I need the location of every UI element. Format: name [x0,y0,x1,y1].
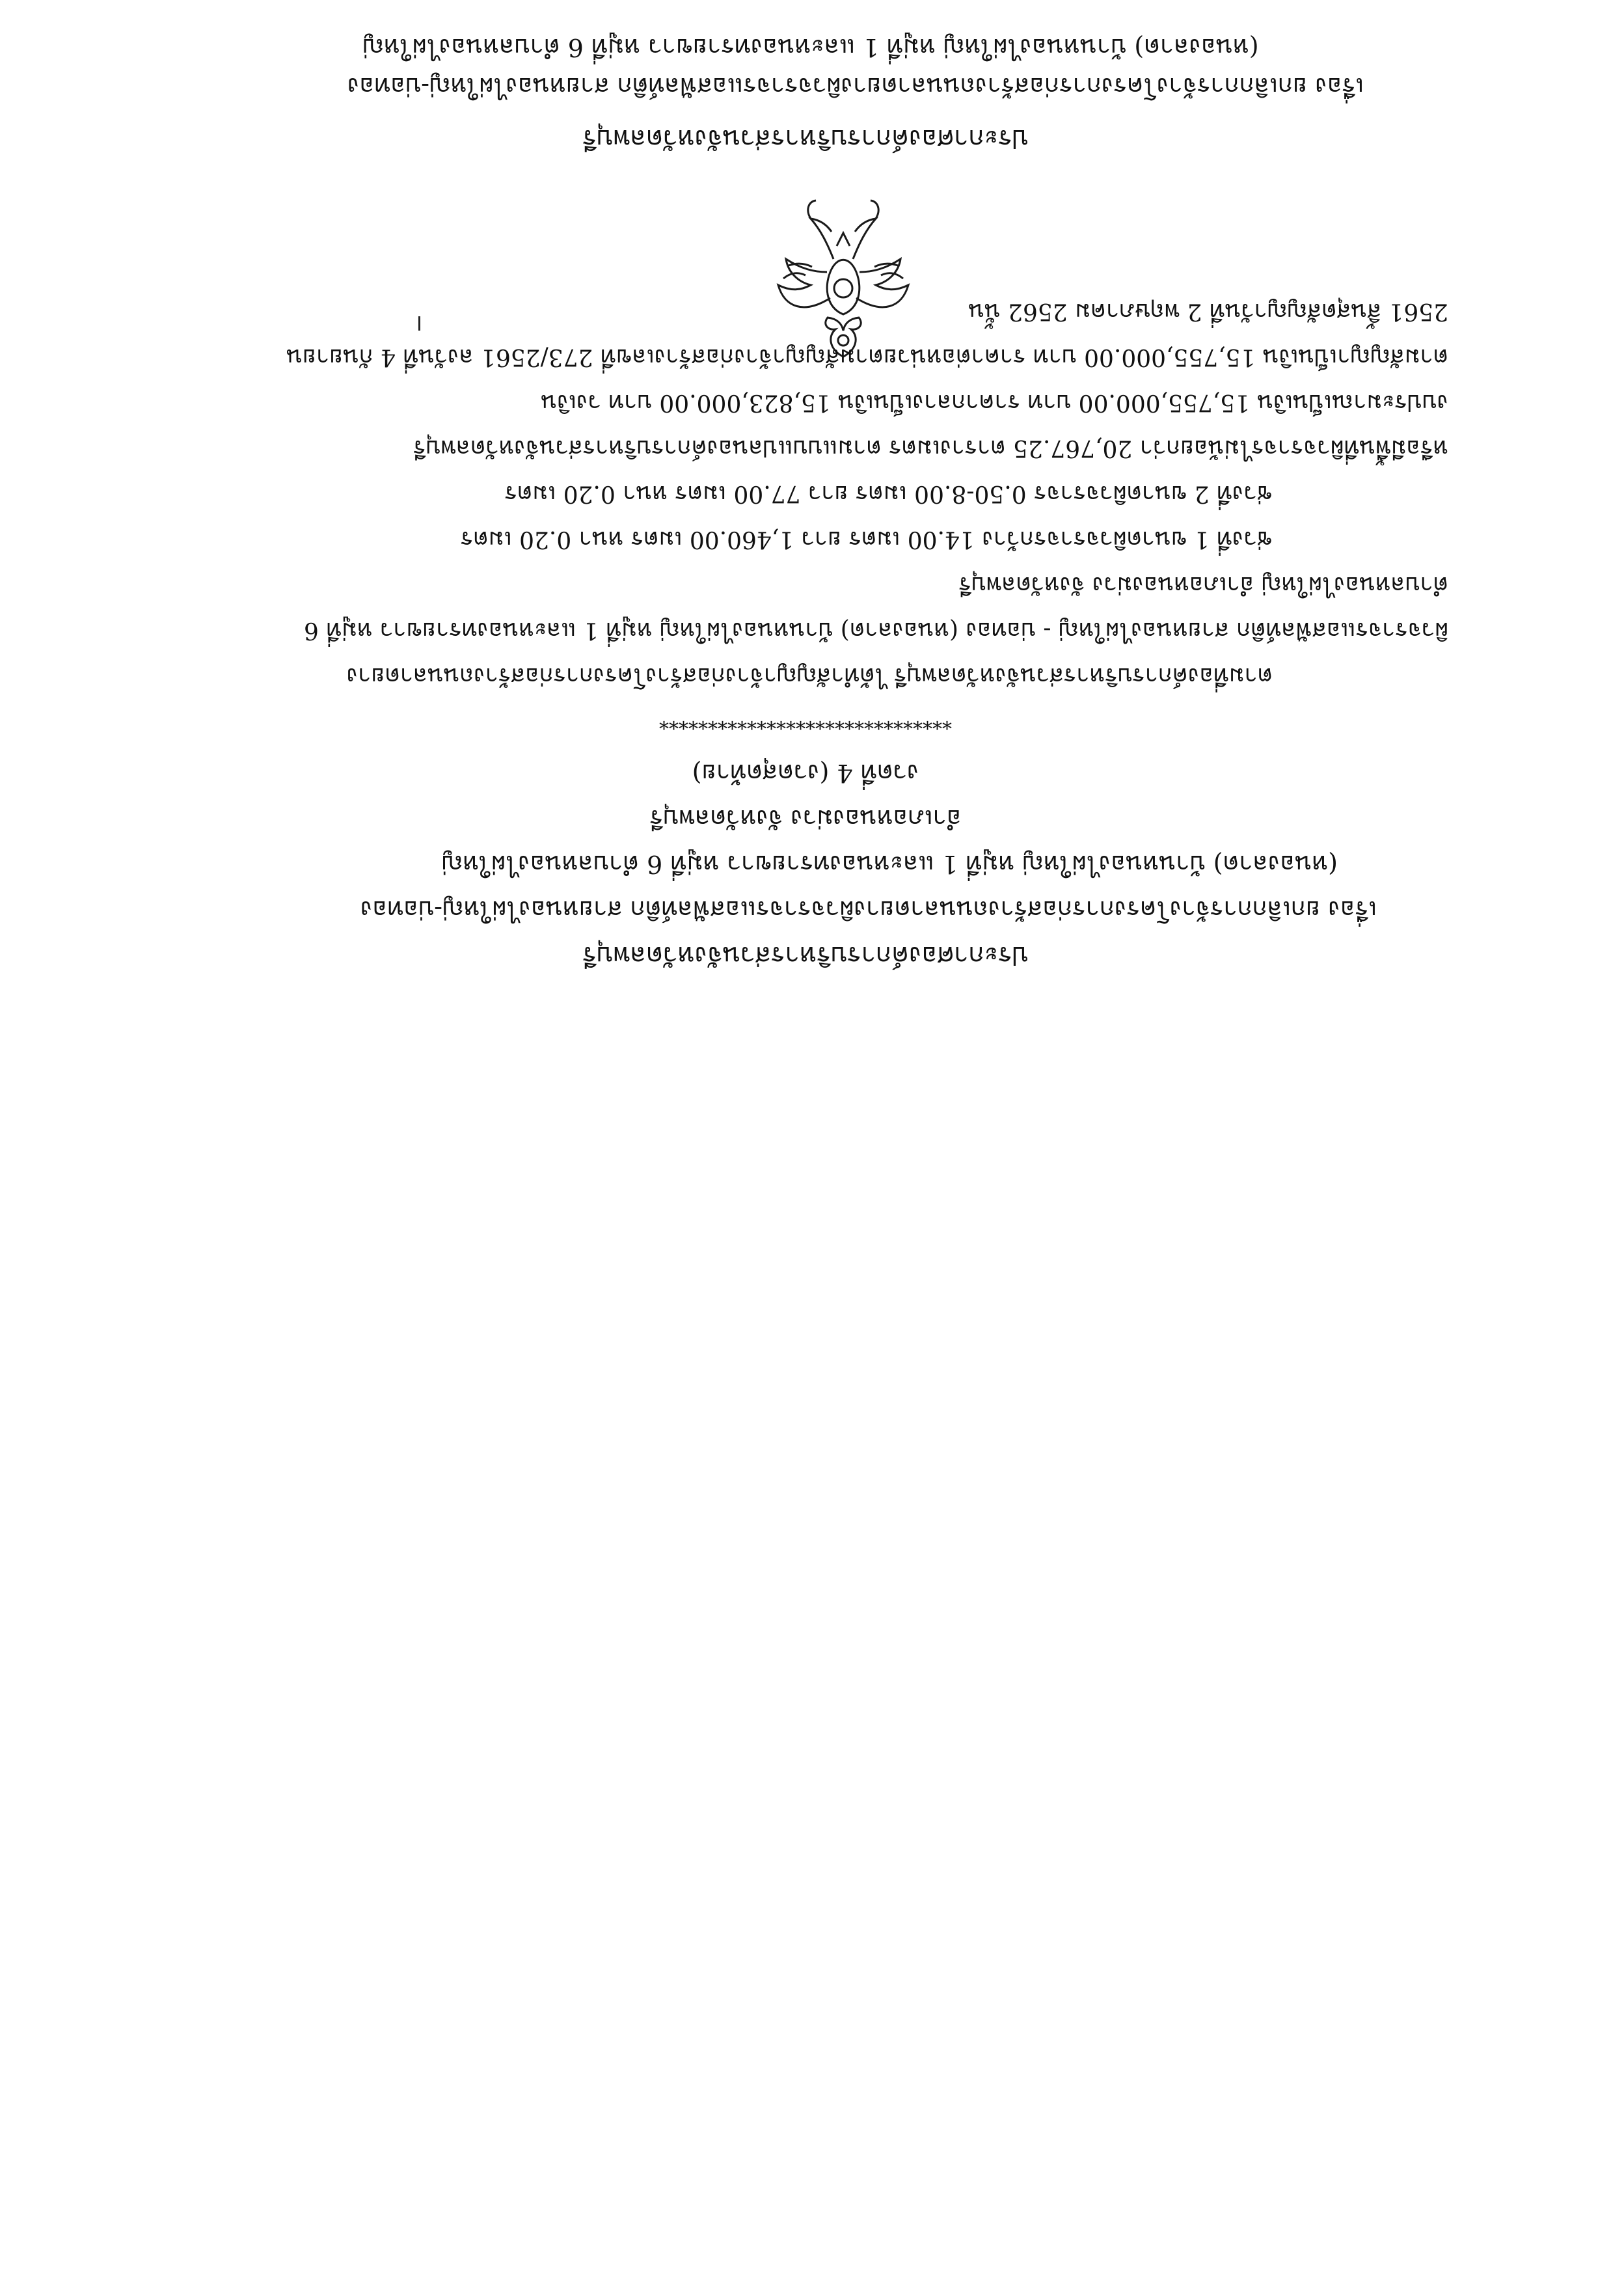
subject-line-2: (หนองลาด) บ้านหนองไผ่ใหญ่ หมู่ที่ 1 และหนองทรายขาว หมู่ที่ 6 ตำบลหนองไผ่ใหญ่ [362,33,1259,62]
document-header: ประกาศองค์การบริหารส่วนจังหวัดลพบุรี [582,124,1029,154]
subject-2: (หนองลาด) บ้านหนองไผ่ใหญ่ หมู่ที่ 1 และหนองทรายขาว หมู่ที่ 6 ตำบลหนองไผ่ใหญ่ [441,850,1338,879]
body-line-6: หรือมีพื้นที่ผิวจราจรไม่น้อยกว่า 20,767.25 ตารางเมตร ตามแบบแปลนองค์การบริหารส่วนจังหวัดลพบุรี [413,435,1448,461]
body-line-4: ช่วงที่ 1 ขนาดผิวจราจรกว้าง 14.00 เมตร ยาว 1,460.00 เมตร หนา 0.20 เมตร [460,526,1273,553]
body-line-3: ตำบลหนองไผ่ใหญ่ อำเภอหนองม่วง จังหวัดลพบุรี [958,571,1448,598]
subject-3: อำเภอหนองม่วง จังหวัดลพบุรี [649,804,962,833]
separator: ****************************** [659,710,952,733]
body-line-2: ผิวจราจรแอสฟัลท์ติก สายหนองไผ่ใหญ่ - บ่อทอง (หนองลาด) บ้านหนองไผ่ใหญ่ หมู่ที่ 1 และหนองทรายขาว หมู่ที่ 6 [303,617,1448,644]
subject-1: เรื่อง ยกเลิกการจ้างโครงการก่อสร้างถนนลาดยางผิวจราจรแอสฟัลท์ติก สายหนองไผ่ใหญ่-บ่อทอง [360,895,1377,924]
subject-4: งวดที่ 4 (งวดสุดท้าย) [692,759,919,787]
body-line-1: ตามที่องค์การบริหารส่วนจังหวัดลพบุรี ได้ทำสัญญาจ้างก่อสร้างโครงการก่อสร้างถนนลาดยาง [346,663,1273,689]
subject-line-1: เรื่อง ยกเลิกการจ้างโครงการก่อสร้างถนนลาดยางผิวจราจรแอสฟัลท์ติก สายหนองไผ่ใหญ่-บ่อทอง [347,72,1364,101]
body-line-5: ช่วงที่ 2 ขนาดผิวจราจร 0.50-8.00 เมตร ยาว 77.00 เมตร หนา 0.20 เมตร [504,480,1273,507]
title: ประกาศองค์การบริหารส่วนจังหวัดลพบุรี [582,940,1029,970]
body-line-9: 2561 สิ้นสุดสัญญาวันที่ 2 พฤษภาคม 2562 นั้น [968,298,1448,325]
body-line-7: งบประมาณเป็นเงิน 15,755,000.00 บาท ราคากลางเป็นเงิน 15,823,000.00 บาท วงเงิน [541,389,1448,416]
body-line-8: ตามสัญญาเป็นเงิน 15,755,000.00 บาท ราคาต่อหน่วยตามสัญญาจ้างก่อสร้างเลขที่ 273/2561 ลงวันที่ 4 กันยายน [286,344,1448,370]
